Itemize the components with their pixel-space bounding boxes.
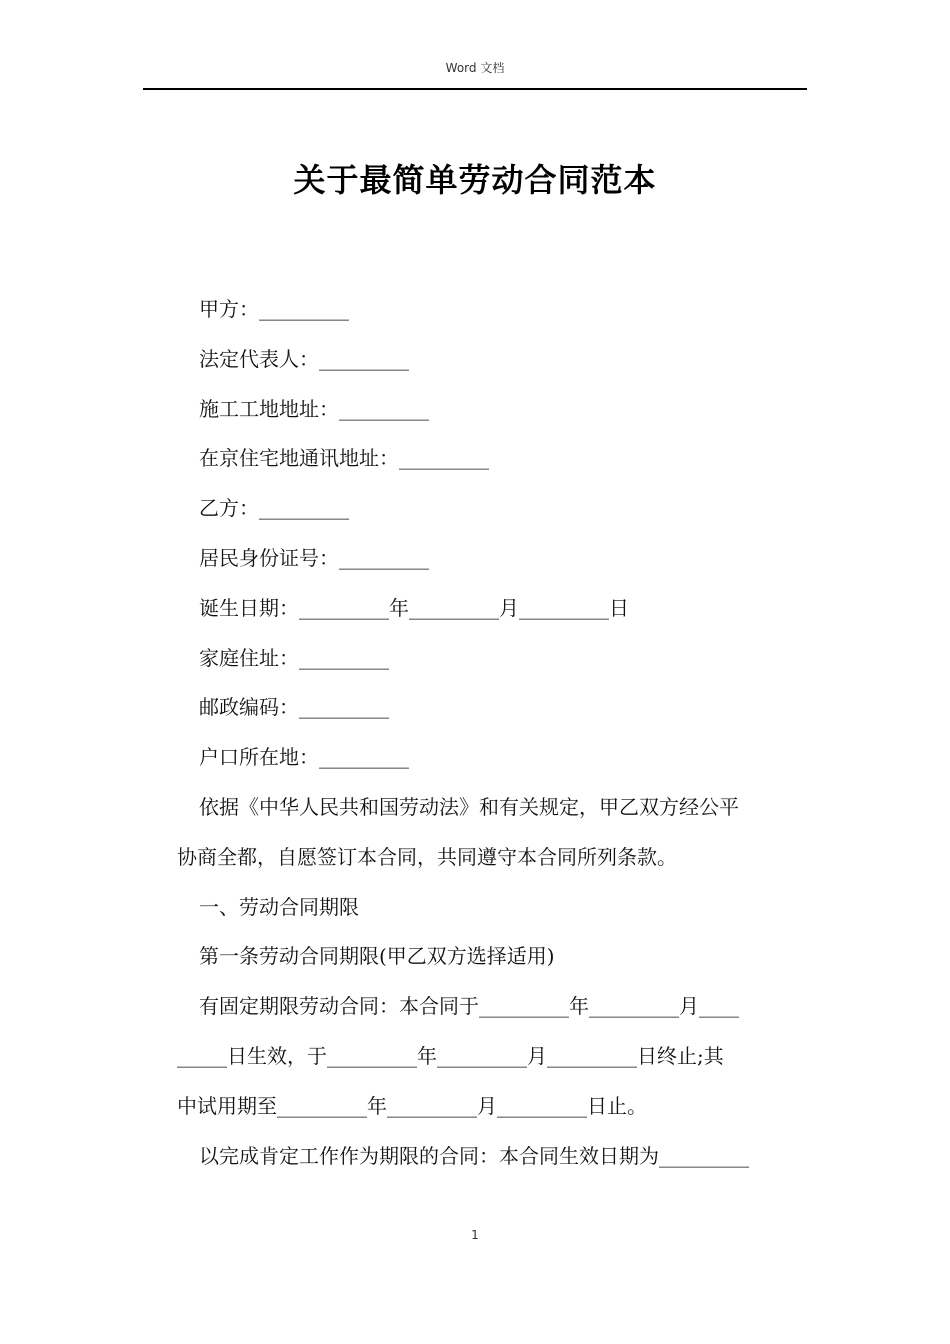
article-one-heading: 第一条劳动合同期限(甲乙双方选择适用) [199, 944, 555, 969]
document-body [177, 285, 807, 1181]
party-a-line: 甲方：_________ [199, 297, 349, 321]
party-b-line: 乙方：_________ [199, 496, 349, 521]
section-heading-contract-term: 一、劳动合同期限 [199, 894, 359, 919]
preamble-paragraph-line-2: 协商全都，自愿签订本合同，共同遵守本合同所列条款。 [177, 844, 677, 869]
preamble-paragraph-line-1: 依据《中华人民共和国劳动法》和有关规定，甲乙双方经公平 [199, 794, 739, 819]
fixed-term-paragraph-line-3: 中试用期至_________年_________月_________日止。 [177, 1093, 647, 1118]
page-header [143, 61, 807, 90]
task-term-paragraph-line-1: 以完成肯定工作作为期限的合同：本合同生效日期为_________ [199, 1143, 749, 1168]
postal-code-line: 邮政编码：_________ [199, 695, 389, 720]
legal-representative-line: 法定代表人：_________ [199, 346, 409, 371]
id-number-line: 居民身份证号：_________ [199, 545, 429, 570]
fixed-term-paragraph-line-2: _____日生效，于_________年_________月_________日终止;其 [177, 1043, 724, 1068]
page-number: 1 [471, 1228, 479, 1242]
fixed-term-paragraph-line-1: 有固定期限劳动合同：本合同于_________年_________月____ [199, 994, 739, 1019]
home-address-line: 家庭住址：_________ [199, 645, 389, 670]
construction-site-address-line: 施工工地地址：_________ [199, 396, 429, 421]
household-registration-line: 户口所在地：_________ [199, 745, 409, 770]
beijing-mailing-address-line: 在京住宅地通讯地址：_________ [199, 446, 489, 471]
document-title: 关于最简单劳动合同范本 [293, 161, 657, 199]
header-text: Word 文档 [445, 61, 505, 75]
birth-date-line: 诞生日期：_________年_________月_________日 [199, 595, 629, 620]
